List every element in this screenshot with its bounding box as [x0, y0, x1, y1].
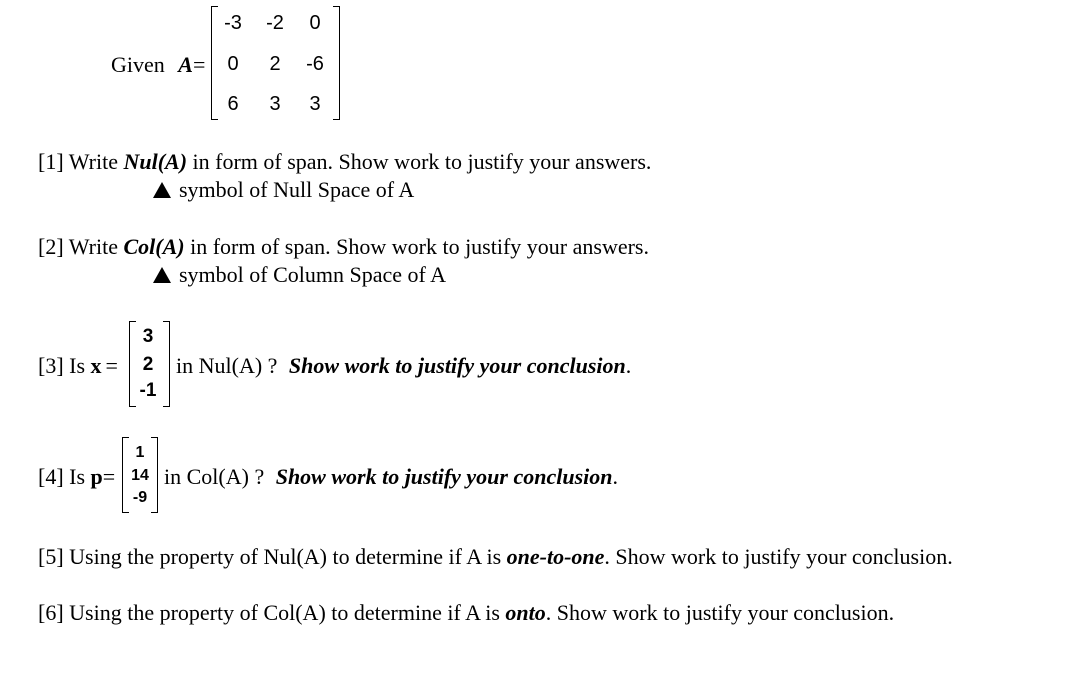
question-mid: in Col(A) ? — [164, 464, 265, 489]
vector-x-right-bracket — [163, 321, 170, 407]
question-2 — [38, 234, 649, 260]
vector-name: x — [90, 353, 102, 378]
matrix-cell: 6 — [227, 93, 239, 115]
vector-name: p — [90, 464, 103, 489]
question-post: in form of span. Show work to justify your answers. — [187, 149, 652, 174]
question-pre: [6] Using the property of Col(A) to determine if A is — [38, 600, 506, 625]
matrix-cell: -6 — [306, 53, 324, 75]
question-pre: Write — [68, 234, 124, 259]
question-number: [2] — [38, 234, 64, 259]
triangle-up-icon — [153, 182, 171, 198]
question-4-lead — [38, 464, 115, 490]
question-4-tail — [164, 464, 618, 490]
matrix-cell: 0 — [227, 53, 239, 75]
matrix-cell: -2 — [266, 12, 284, 34]
question-5 — [38, 544, 953, 570]
equals-sign: = — [192, 52, 206, 77]
question-post: . Show work to justify your conclusion. — [545, 600, 895, 625]
question-pre: [5] Using the property of Nul(A) to determine if A is — [38, 544, 507, 569]
question-number: [1] — [38, 149, 64, 174]
vector-entry: -9 — [132, 489, 148, 506]
matrix-name: A — [178, 52, 193, 77]
question-1 — [38, 149, 651, 175]
note-text: symbol of Null Space of A — [179, 177, 415, 202]
question-emphasis: Show work to justify your conclusion — [275, 464, 613, 489]
question-prefix: [4] Is — [38, 464, 91, 489]
triangle-up-icon — [153, 267, 171, 283]
equals-sign: = — [105, 353, 118, 378]
question-pre: Write — [68, 149, 124, 174]
column-space-term: Col(A) — [123, 234, 185, 259]
question-6 — [38, 600, 894, 626]
question-emphasis: onto — [505, 600, 546, 625]
vector-entry: -1 — [139, 380, 157, 401]
equals-sign: = — [102, 464, 116, 489]
matrix-cell: 0 — [309, 12, 321, 34]
note-text: symbol of Column Space of A — [179, 262, 447, 287]
question-end: . — [612, 464, 619, 489]
given-label: Given — [111, 52, 165, 77]
null-space-term: Nul(A) — [123, 149, 188, 174]
question-end: . — [625, 353, 632, 378]
question-3-tail — [176, 353, 631, 379]
matrix-cell: 3 — [269, 93, 281, 115]
vector-entry: 14 — [131, 467, 149, 484]
question-emphasis: Show work to justify your conclusion — [288, 353, 626, 378]
matrix-cell: 2 — [269, 53, 281, 75]
question-prefix: [3] Is — [38, 353, 91, 378]
question-2-note — [153, 262, 446, 288]
question-3-lead — [38, 353, 118, 379]
question-1-note — [153, 177, 414, 203]
matrix-cell: 3 — [309, 93, 321, 115]
question-post: . Show work to justify your conclusion. — [604, 544, 953, 569]
vector-entry: 2 — [142, 354, 154, 375]
vector-entry: 1 — [135, 444, 145, 461]
question-mid: in Nul(A) ? — [176, 353, 278, 378]
question-post: in form of span. Show work to justify your answers. — [184, 234, 649, 259]
question-emphasis: one-to-one — [506, 544, 605, 569]
vector-entry: 3 — [142, 326, 154, 347]
matrix-cell: -3 — [224, 12, 242, 34]
given-line — [111, 52, 205, 78]
